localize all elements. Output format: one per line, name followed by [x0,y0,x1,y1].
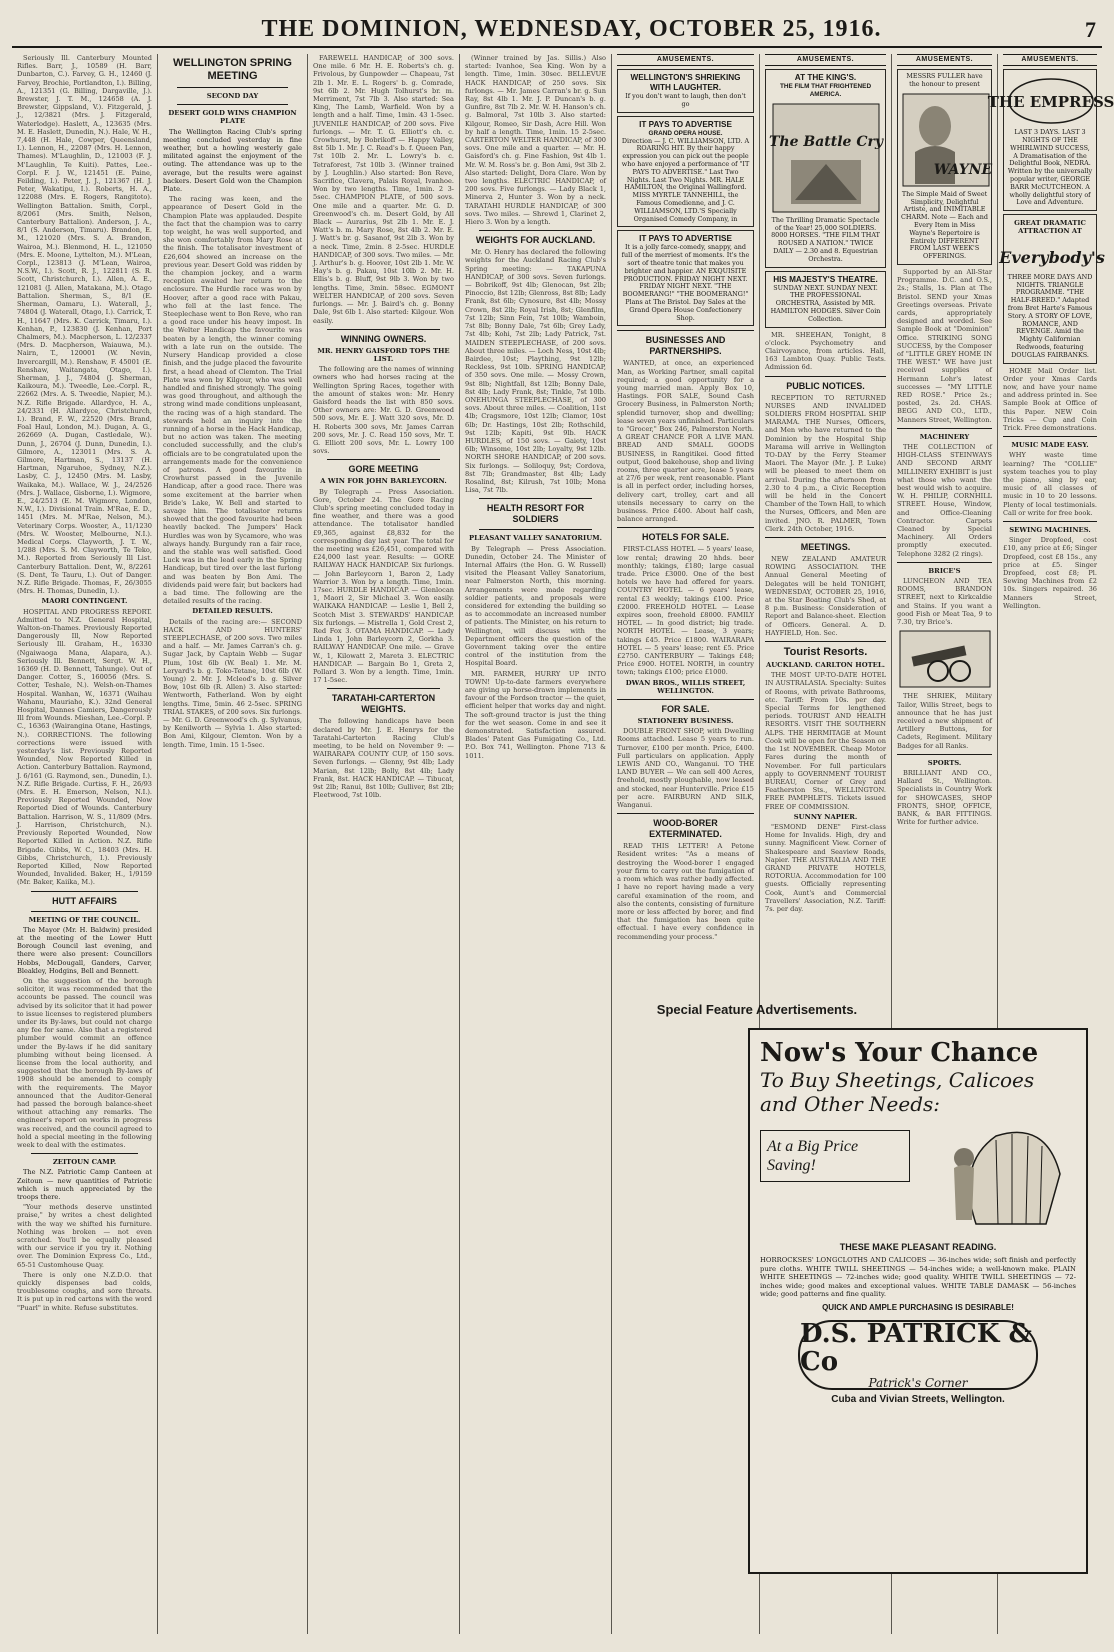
cannon-illustration [898,629,992,689]
ad-empress [987,69,1114,211]
taratahi-heading: TARATAHI-CARTERTON WEIGHTS. [331,693,436,715]
casualty-list: Seriously Ill. Canterbury Mounted Rifles. Barr, J., 10589 (H. Barr, Dunbarton, C.). Farvey, G. H., 12460 (J. Farvey, Brochie, Portlandton, I.). Billing, A., 121351 (G. Billing, Dargaville, J.). Brewster, J. T. M., 124658 (A. J. Brewster, Gippsland, V.). Fitzgerald, J. J., 12/3821 (Mrs. J. Fitzgerald, Waterlodge). Haslett, A., 123635 (Mrs. M. E. Haslett, Dunedin, N.). Hale, W. H., 7,448 (H. Hale, Cowper, Queensland, I.). Lennon, H., 22087 (Mrs. H. Lennon, Thames). M'Laughlin, D., 121003 (F. J. M'Laughlin, Te Kuiti). Pattes, Lee.-Corpl. F. J. W., 121451 (E. Paine, Feilding, I.). Peter, J. J., 121367 (H. J. Peter, Wakatipu, I.). Roberts, H. A., 122088 (Mrs. E. Rogers, Rangitoto). Wellington Battalion. Smith, Corpl., 8/2061 (Mrs. Smith, Nelson, Canterbury Battalion). Anderson, J. A., 8/1 (S. Anderson, Timaru). Brandon, E. M., 121020 (Mrs. S. A. Brandon, Wairoa, M.). Blenmond, H. L., 121050 (Mrs. E. Moone, Lyttelton, M.). M'Lean, Corpl., 123813 (J. M'Lean, Wairoa, N.S.W., I.). Scott, R. J., 122811 (S. R. Scott, Christchurch, I.). Allen, A. E., 121081 (J. Allen, Matakana, M.). Otago Battalion. Sherman, S., 8/1 (E. Sherman, Oamaru, I.). Waterall, J., 74804 (J. Waterall, Otago, I.). Carrick, T. H., 11647 (Mrs. K. Carrick, Timaru, I.). Kenhan, P., 123830 (J. Kenhan, Port Chalmers, M.). Macpherson, L. 12/2337 (Mrs. D. Macpherson, Waiauwa, M.). Nairn, T., 120001 (W. Nevin, Invercargill, M.). Renshaw, F. 45001 (E. Renshaw, Waitangata, Otago, I.). Sherman, J. J., 74804 (J. Sherman, Kaikoura, M.). Tweedle, Lee.-Corpl. R., 22662 (Mrs. A. S. Tweedie, Napier, M.). N.Z. Rifle Brigade. Allardyce, H. A., 24/2331 (H. Allardyce, Christchurch, I.). Brand, F. W., 22520 (Mrs. Brand, Foal Haul, London, M.). Dugan, A. G., 262669 (A. Dugan, Castledale, W.). Dunn, J., 26704 (J. Dunn, Dunedin, I.). Gilmore, A., 123011 (Mrs. S. A. Gilmore, Hartman, S., 13137 (H. Hartman, Ngaruhoe, Sydney, N.Z.). Lasby, C. J., 12450 (Mrs. M. Lasby, Waikaka, M.). Wallace, W. J., 24/2526 (Mrs. J. Wallace, Gisborne, I.). Wigmore, E., 24/2513 (E. M. Wigmore, London, N.W., I.). Divisional Train. M'Rae, E. D., 1451 (Mrs. M. M'Rae, Nelson, M.). Veterinary Corps. Wooster, A., 11/1230 (Mrs. W. Wooster, Melbourne, N.I.). Medical Corps. Clayworth, J. T. W., 1/288 (Mrs. S. M. Clayworth, Te Teko, M.). Reported from Seriously Ill List. Canterbury Battalion. Dent, W., 8/2261 (S. Dent, Te Tauru, I.). Out of Danger. N.Z. Rifle Brigade. Thomas, F., 26/3055 (Mrs. H. Thomas, Dunedin, I.). [17,54,152,596]
ad-body: SUNDAY NEXT. SUNDAY NEXT. THE PROFESSIONAL ORCHESTRA, Assisted by MR. HAMILTON HODGES. Silver Coin Collection. [770,283,881,323]
shoe-text: THE SHRIEK, Military Tailor, Willis Street, begs to announce that he has just received a new shipment of Artillery Buttons, for Cadets, Regiment. Military Badges for all Ranks. [897,692,992,750]
business-heading: BUSINESSES AND PARTNERSHIPS. [645,335,726,357]
hotels-text: FIRST-CLASS HOTEL — 5 years' lease, low rental; drawing 20 hhds. beer monthly; takings, £180; large casual trade. Price £3000. One of the best hotels we have had offered for years. COUNTRY HOTEL — 6 years' lease, rental £3 weekly; takings £100. Price £2000. FREEHOLD HOTEL — Lease expires soon, freehold £8000. FAMILY HOTEL — In good district; big trade. NORTH HOTEL — Lease, 3 years; takings £45. Price £1800. WAIRARAPA HOTEL — 5 years' lease; rent £5. Price £2750. CANTERBURY — Takings £48; Price £900. HOTEL NORTH, in country town; takings £100; price £1000. [617,545,754,677]
handicap-results: FAREWELL HANDICAP, of 300 sovs. One mile. 6 Mr. H. E. Roberts's ch. g. Frivolous, by Gunpowder — Chapeau, 7st 2lb 1. Mr. E. L. Rogers' b. g. Comrade, 9st 6lb 2. Mr. Hugh Tolhurst's br. m. Merriment, 7st 7lb 3. Also started: Sea King, The Lamb, Warfield. Won by a length and a half. Time, 1min. 43 1-5sec. JUVENILE HANDICAP, of 200 sovs. Five furlongs. — Mr. T. G. Elliott's ch. c. Crowhurst, by Bobrikoff — Happy Valley, 8st 5lb 1. Mr. J. C. Read's b. f. Queen Pan, 7st 10lb 2. Mr. L. Lowry's b. c. Tetraforest, 7st 10lb 3. (Winner trained by J. Loughlin.) Also started: Bon Reve, Sacrifice, Clavera, Palais Royal, Ivanhoe. Won by two lengths. Time, 1min. 2 3-5sec. CHAMPION PLATE, of 500 sovs. One mile and a quarter. Mr. G. D. Greenwood's ch. m. Desert Gold, by All Black — Aurarius, 9st 2lb 1. Mr. E. J. Watt's b. m. Mary Rose, 8st 4lb 2. Mr. E. J. Watt's br. g. Sasanof, 9st 2lb 3. Won by a neck. Time, 2min. 8 2-5sec. HURDLE HANDICAP, of 300 sovs. Two miles. — Mr. J. Arthur's b. g. Hoover, 10st 2lb 1. Mr. W. Hay's b. g. Pakau, 10st 10lb 2. Mr. H. Ellis's b. g. Bluff, 9st 9lb 3. Won by two lengths. Time, 3min. 58sec. EGMONT WELTER HANDICAP, of 200 sovs. Seven furlongs. — Mr. J. Baird's ch. g. Bonny Dale, 9st 6lb 1. Also started: Kilgour. Won easily. [313,54,454,325]
everybodys-logo-lettering: Everybody's [999,247,1105,267]
battle-cry-illustration [768,102,883,214]
meetings-heading: MEETINGS. [800,542,851,553]
fullers-text: Supported by an All-Star Programme. D.C. and O.S., 2s.; Stalls, 1s. Plan at The Bristol. SEND your Xmas Greetings overseas. Private cards, appropriately designed and worded. See Sample Book at "Dominion" Office. STRIKING SONG SUCCESS, by the Composer of "LITTLE GREY HOME IN THE WEST." WE have just received supplies of Hermann Lohr's latest successes — "MY LITTLE RED ROSE." Price 2s.; posted, 2s. 2d. CHAS. BEGG AND CO., LTD., Manners Street, Wellington. [897,267,992,424]
column-2 [158,54,308,1634]
music-made-easy-heading: MUSIC MADE EASY. [1011,441,1089,450]
patrick-advertisement [748,1028,1088,1574]
now-headline: Now's Your Chance [760,1038,1039,1068]
ad-title: HIS MAJESTY'S THEATRE. [773,274,878,284]
zeitoun-text: "Your methods deserve unstinted praise," by writes a chest delighted with the way we shifted his furniture. Nothing was broken — not even scratched. You'll be equally pleased with our service if you try it. Nothing over. The Dominion Express Co., Ltd., 65-51 Customhouse Quay. [17,1203,152,1269]
ad-it-pays-1 [617,116,754,228]
special-feature-heading: Special Feature Advertisements. [656,1002,858,1017]
store-address: Cuba and Vivian Streets, Wellington. [831,1393,1005,1405]
to-buy-line: To Buy Sheetings, Calicoes and Other Needs: [760,1068,1035,1116]
maori-contingent-list: HOSPITAL AND PROGRESS REPORT. Admitted to N.Z. General Hospital, Walton-on-Thames. Previously Reported Dangerously Ill, Now Reported Seriously Ill. Graham, H., 16330 (Ngaiwaoga Mana, Alapara, A.). Seriously Ill. Bennett, Sergt. W. H., 16369 (H. D. Bennett, Tahunge). Out of Danger. Cotter, S., 160056 (Mrs. S. Cotter, Teshale, N.). Welsh-on-Thames Hospital. Wanhan, W., 16371 (Waihau Wahanu, Mauriaho, K.). 32nd General Hospital, Dannes Camiers, Dangerously Ill from Wounds. Mieshan, Lee.-Corpl. P. C., 16363 (Wairangina Otane, Hastings, N.). CORRECTIONS. The following corrections were issued with yesterday's list. Previously Reported Wounded, Now Reported Killed in Action. Canterbury Battalion. Raymond, J. 6/161 (G. Raymond, sen., Dunedin, I.). N.Z. Rifle Brigade. Curtiss, F. H., 26/93 (Mrs. E. H. Emerson, Nelson, N.I.). Previously Reported Wounded, Now Reported Died of Wounds. Canterbury Battalion. Harrison, W. S., 11/809 (Mrs. J. Harrison, Christchurch, N.). Previously Reported Wounded, Now Reported Killed in Action. N.Z. Rifle Brigade. Gibbs, W. C., 18403 (Mrs. H. Gibbs, Christchurch, I.). Previously Reported Killed, Now Reported Wounded, Invalided. Baker, H., 1/9159 (Mr. Baker, Kaiika, M.). [17,607,152,887]
detailed-results-heading: DETAILED RESULTS. [192,607,273,616]
hotels-heading: HOTELS FOR SALE. [641,532,729,543]
ad-venue: GRAND OPERA HOUSE. [648,129,723,137]
hutt-affairs-heading: HUTT AFFAIRS [52,895,117,906]
weights-text: Mr. O. Henry has declared the following weights for the Auckland Racing Club's Spring meeting: — TAKAPUNA HANDICAP, of 300 sovs. Seven furlongs. — Bobrikoff, 9st 4lb; Glenocan, 9st 2lb; Pinoccio, 8st 12lb; Glenross, 8st 8lb; Lady Frank, 8st 6lb; Cynosure, 8st 4lb; Mossy Crown, 8st 2lb; Royal Irish, 8st; Glenfilm, 7st 12lb; Sinn Fein, 7st 10lb; Wamboin, 7st 8lb; Bonny Dale, 7st 6lb; Grey Lady, 7st 4lb; Kohi, 7st 2lb; Lady Patrick, 7st. MAIDEN STEEPLECHASE, of 200 sovs. About three miles. — Loch Ness, 10st 4lb; Bairdee, 10st; Plaything, 9st 12lb; Reckless, 9st 10lb. SPRING HANDICAP, of 350 sovs. One mile. — Mossy Crown, 9st 8lb; Nightfall, 8st 12lb; Bonny Dale, 8st 4lb; Lady Frank, 8st; Tinkle, 7st 10lb. ONEHUNGA STEEPLECHASE, of 300 sovs. About three miles. — Coalition, 11st 4lb; Cragsmore, 10st 12lb; Clamor, 10st 6lb; Dr. Hastings, 10st 2lb; Rothschild, 9st 12lb; Kapiti, 9st 9lb. HACK HURDLES, of 150 sovs. — Gaiety, 10st 6lb; Winsome, 10st 2lb; Loyalty, 9st 12lb. NORTH SHORE HANDICAP, of 200 sovs. Six furlongs. — Soliloquy, 9st; Cordova, 8st 7lb; Grandmaster, 8st 4lb; Lady Rosalind, 8st; Kilrush, 7st 10lb; Mona Lisa, 7st 7lb. [465,248,606,495]
divider [897,562,992,563]
amusement-note: MR. SHEEHAN, Tonight, 8 o'clock. Psychometry and Clairvoyance, from articles. Hall, 163 Lambton Quay. Public Tests. Admission 6d. [765,330,886,372]
brices-text: LUNCHEON AND TEA ROOMS, BRANDON STREET, next to Kirkcaldie and Stains. If you want a good Fish or Meat Tea, 9 to 7.30, try Brice's. [897,577,992,627]
divider [479,529,592,530]
sports-text: BRILLIANT AND CO., Hallard St., Wellington. Specialists in Country Work for SHOWCASES, SHOP FRONTS, SHOP, OFFICE, BANK, & BAR FITTINGS. Write for further advice. [897,768,992,827]
column-1 [12,54,158,1634]
public-notices-heading: PUBLIC NOTICES. [786,380,865,391]
zeitoun-paragraph: The N.Z. Patriotic Camp Canteen at Zeitoun — new quantities of Patriotic which is much appreciated by the troops there. [17,1168,152,1202]
divider [177,87,288,88]
sanatorium-subheading: PLEASANT VALLEY SANATORIUM. [468,534,603,543]
sunny-napier-ad: SUNNY NAPIER. [793,812,858,821]
ad-body: THREE MORE DAYS AND NIGHTS. TRIANGLE PROGRAMME. "THE HALF-BREED." Adapted from Bret Harte's Famous Story. A STORY OF LOVE, ROMANCE, AND REVENGE. Amid the Mighty Californian Redwoods, featuring DOUGLAS FAIRBANKS. [1007,272,1093,359]
empress-logo-lettering: THE EMPRESS [987,93,1114,112]
divider [31,1153,138,1154]
divider [897,754,992,755]
harp-illustration [936,1124,1076,1234]
divider [479,498,592,499]
amusements-banner: AMUSEMENTS. [617,54,754,66]
health-text: By Telegraph — Press Association. Dunedin, October 24. The Minister of Internal Affairs (the Hon. G. W. Russell) visited the Pleasant Valley Sanatorium, near Palmerston North, this morning. Arrangements were made regarding soldier patients, and proposals were considered for extending the building so as to accommodate an increased number of patients. The Minister, on his return to Wellington, will discuss with the Department officers the question of the Government taking over the entire control of the institution from the Hospital Board. [465,544,606,668]
amusements-banner: AMUSEMENTS. [1003,54,1097,66]
council-text: On the suggestion of the borough solicitor, it was recommended that the accounts be passed. The council was advised by its solicitor that it had power to issue licenses to registered plumbers under its By-laws, but could not charge any fee for same. Also that a registered plumber would commit an offence under the By-laws if he did sanitary plumbing without being licensed. A license from the local authority, and suggested that the borough By-laws of 1908 should be amended to comply with the requirements. The Mayor announced that the Auditor-General had passed the borough balance-sheet without attaching any remarks. The engineer's report on works in progress was received, and the council agreed to hold a special meeting in the following week to deal with the estimates. [17,976,152,1149]
amusements-banner: AMUSEMENTS. [765,54,886,66]
meetings-text: NEW ZEALAND AMATEUR ROWING ASSOCIATION. THE Annual General Meeting of Delegates will be held TONIGHT, WEDNESDAY, OCTOBER 25, 1916, at the Star Boating Club's Shed, at 8 p.m. Business: Consideration of Report and Balance-sheet. Election of Officers. General. A. D. HAYFIELD, Hon. Sec. [765,555,886,637]
dwan-bros: DWAN BROS., WILLIS STREET, WELLINGTON. [625,678,746,695]
ad-title: IT PAYS TO ADVERTISE [639,119,732,129]
maori-contingent-heading: MAORI CONTINGENT. [41,597,128,606]
quick-purchasing-line: QUICK AND AMPLE PURCHASING IS DESIRABLE! [822,1302,1014,1312]
results-text: Details of the racing are:— SECOND HACK AND HUNTERS' STEEPLECHASE, of 200 sovs. Two miles and a half. — Mr. James Carran's ch. g. Sugar Jack, by Captain Webb — Sugar Plum, 10st 6lb (W. Beal) 1. Mr. M. Leryard's b. g. Toko-Tetane, 10st 6lb (W. Young) 2. Mr. J. Mcleod's b. g. Silver Bow, 10st 6lb (R. Allen) 3. Also started: Wentworth, Fatherland. Won by eight lengths. Time, 5min. 46 2-5sec. SPRING TRIAL STAKES, of 200 sovs. Six furlongs. — Mr. G. D. Greenwood's ch. g. Sylvanus, by Kenilworth — Sylvia 1. Also started: Bon Ami, Kilgour, Clemton. Won by a length. Time, 1min. 15 1-5sec. [163,617,302,749]
ad-fullers [897,69,992,265]
weights-auckland-heading: WEIGHTS FOR AUCKLAND. [475,235,596,246]
divider [1003,436,1097,437]
ad-body: The Simple Maid of Sweet Simplicity, Delightful Artiste, and INIMITABLE CHARM. Note — Each and Every Item in Miss Wayne's Repertoire is Entirely DIFFERENT FROM LAST WEEK'S OFFERINGS. [901,189,988,261]
divider [617,330,754,331]
amusements-banner: AMUSEMENTS. [897,54,992,66]
racing-report: The racing was keen, and the appearance of Desert Gold in the Champion Plate was applauded. Despite the fact that the champion was to carry top weight, he was well supported, and she won comfortably from Mary Rose at the finish. The totalisator investment of £26,604 showed an increase on the previous year. Desert Gold was ridden by the champion jockey, and a warm reception awaited her return to the enclosure. The Hurdle race was won by Hoover, after a good race with Pakau, who fell at the last fence. The Steeplechase went to Bon Reve, who ran a good race under his heavy impost. In the Welter Handicap the favourite was beaten by a length, the winner coming with a late run on the outside. The Nursery Handicap provided a close finish, and the judge placed the favourite first, a head ahead of Clemton. The Trial Plate was won by Kilgour, who was well handled and finished strongly. The going was good throughout, and although the strong wind made conditions unpleasant, the racing was of a high standard. The stewards held an inquiry into the running of a horse in the Hack Handicap, but no action was taken. The meeting concluded successfully, and the club's officials are to be congratulated upon the arrangements made for the convenience of patrons. A good favourite in Crowhurst passed in the Juvenile Handicap, after a good race. There was some excitement at the barrier when Bride's Lake, W. Bell and started to savage him. The totalisator returns showed that the good favourite had been heavily backed. The Jumpers' Hack Hurdles was won by Sycamore, who was always handy. Burgundy ran a fair race, and the stable was well satisfied. Good Luck was in the lead early in the Spring Handicap, but tired over the last furlong and was beaten by Bon Ami. The dividends paid were fair, but backers had a bad time. The following are the detailed results of the racing. [163,195,302,606]
sports-heading: SPORTS. [927,758,962,767]
ad-body: If you don't want to laugh, then don't go [625,92,746,108]
ad-body: Direction — J. C. WILLIAMSON, LTD. A ROARING HIT. By their happy expression you can pick out the people who have enjoyed a performance of "IT PAYS TO ADVERTISE." Last Two Nights. Last Two Nights. MR. HALE HAMILTON, the Original Wallingford. MISS MYRTLE TANNEHILL, the Famous Comedienne, and J. C. WILLIAMSON, LTD.'S Specially Organised Comedy Company, in [621,136,750,223]
pleasant-reading-line: THESE MAKE PLEASANT READING. [839,1242,997,1252]
ad-everybodys [999,214,1105,363]
ds-patrick-logo [798,1320,1038,1390]
divider [327,329,440,330]
ad-title: IT PAYS TO ADVERTISE [639,234,732,244]
ad-it-pays-2 [617,230,754,326]
ad-body: LAST 3 DAYS. LAST 3 NIGHTS OF THE WHIRLWIND SUCCESS, A Dramatisation of the Delightful Book, NEDRA. Written by the universally popular writer, GEORGE BARR McCUTCHEON. A wholly delightful story of Love and Adventure. [1007,128,1093,207]
winning-owners-heading: WINNING OWNERS. [340,333,427,344]
masthead-title: THE DOMINION, WEDNESDAY, OCTOBER 25, 1916. [261,16,882,42]
stationery-heading: STATIONERY BUSINESS. [637,717,734,726]
gore-subheading: A WIN FOR JOHN BARLEYCORN. [320,477,447,486]
ad-title: WELLINGTON'S SHRIEKING WITH LAUGHTER. [630,73,741,93]
tourist-resorts-heading: Tourist Resorts. [783,646,868,659]
letter-text: MR. FARMER, HURRY UP INTO TOWN! Up-to-date farmers everywhere are giving up horse-drawn implements in favour of the Fordson tractor — the quiet, efficient helper that works day and night. The soft-ground tractor is just the thing for the wet season. Come in and see it demonstrated. Satisfaction assured. Blades' Patent Gas Fumigating Co., Ltd. P.O. Box 741, Wellington. Phone 713 & 1011. [465,669,606,760]
business-text: WANTED, at once, an experienced Man, as Working Partner, small capital required; a good opportunity for a young married man. Apply Box 10, Hastings. FOR SALE, Sound Cash Grocery Business, in Palmerston North; splendid turnover, shop and dwelling; lease seven years unfinished. Particulars to "Grocer," Box 246, Palmerston North. A GREAT CHANCE FOR A LIVE MAN. BREAD AND SMALL GOODS BUSINESS, in Rangitikei. Good fitted output, Good bakehouse, shop and living rooms, three quarter acre, lease 5 years at 27/6 per week, rent reasonable. Plant is all in perfect order, including horses, delivery cart, trolley, cart and all utensils necessary to carry on the business. Price £400. About half cash, balance arranged. [617,359,754,524]
machinery-heading: MACHINERY [919,432,970,441]
ad-wellington-laughter [617,69,754,113]
public-notices-text: RECEPTION TO RETURNED NURSES AND INVALIDED SOLDIERS FROM HOSPITAL SHIP MARAMA. THE Nurses, Officers, and Men who have returned to the Dominion by the Hospital Ship Marama will arrive in Wellington TO-DAY by the Ferry Steamer Maori. The Mayor (Mr. J. P. Luke) will be pleased to meet them on arrival. During the afternoon from 2.30 to 4 p.m., a Civic Reception will be held in the Concert Chamber of the Town Hall, to which the Nurses, Officers, and Men are invited. JNO. R. PALMER, Town Clerk. 24th October, 1916. [765,393,886,533]
divider [327,688,440,689]
champion-plate-subheading: DESERT GOLD WINS CHAMPION PLATE [168,109,297,126]
for-sale-heading: FOR SALE. [661,704,710,715]
ad-body: It is a jolly farce-comedy, snappy, and full of the merriest of moments. It's the sort of theatre tonic that makes you brighter and happier. AN EXQUISITE PRODUCTION. FRIDAY NIGHT NEXT. FRIDAY NIGHT NEXT. "THE BOOMERANG!" "THE BOOMERANG!" Plans at The Bristol. Day Sales at the Grand Opera House Confectionery Shop. [621,243,750,322]
stationery-text: DOUBLE FRONT SHOP, with Dwelling Rooms attached. Lease 5 years to run. Turnover, £100 per month. Price, £400. Full particulars on application. Apply LEWIS AND CO., Wanganui. TO THE LAND BUYER — We can sell 400 Acres, freehold, mostly ploughable, now leased and stocked, near Hunterville. Price £15 per acre. FAIRBURN AND SILK, Wanganui. [617,727,754,810]
divider [617,699,754,700]
divider [479,230,592,231]
wood-borer-heading: WOOD-BORER EXTERMINATED. [649,818,722,840]
divider [765,641,886,642]
sewing-text: Singer Dropfeed, cost £10, any price at £6; Singer Dropfeed, cost £8 15s., any price at £5. Singer Dropfeed, cost £8; Pl. Sewing Machines from £2 10s. Singers repaired. 36 Manners Street, Wellington. [1003,536,1097,610]
price-row [760,1124,1076,1234]
ad-kings-theatre [765,69,886,267]
masthead [12,14,1102,48]
wayne-portrait [901,92,991,188]
divider [765,376,886,377]
ad-subtitle: THE FILM THAT FRIGHTENED AMERICA. [779,83,872,98]
product-list: HORROCKSES' LONGCLOTHS AND CALICOES — 36-inches wide; soft finish and perfectly pure cloths. WHITE TWILL SHEETINGS — 54-inches wide; a well-known make. PLAIN WHITE SHEETINGS — 72-inches wide; good quality. WHITE TWILL SHEETINGS — 72-inches wide; good makes and exceptional values. WHITE TABLE DAMASK — 56-inches wide; good patterns and fine quality. [760,1256,1076,1299]
divider [1003,521,1097,522]
battle-cry-lettering: The Battle Cry [768,133,883,150]
health-resort-heading: HEALTH RESORT FOR SOLDIERS [486,503,585,525]
gore-text: By Telegraph — Press Association. Gore, October 24. The Gore Racing Club's spring meeting concluded today in fine weather, and there was a good attendance. The totalisator handled £9,365, against £8,832 for the corresponding day last year. The total for the meeting was £26,451, compared with £24,000 last year. Results: — GORE RAILWAY HACK HANDICAP. Six furlongs. — John Barleycorn 1, Baron 2, Lady Warrior 3. Won by a length. Time, 1min. 17sec. HURDLE HANDICAP. — Glenlocan 1, Maori 2, Sir Michael 3. Won easily. WAIKAKA HANDICAP. — Leslie 1, Bell 2, Scotch Mist 3. STEWARDS' HANDICAP. Six furlongs. — Mistrella 1, Gold Crest 2, Red Fox 3. OTAMA HANDICAP. — Lady Linda 1, John Barleycorn 2, Gorkha 3. RAILWAY HANDICAP. One mile. — Grave W., 1, Kilowatt 2, Mareta 3. ELECTRIC HANDICAP. — Bargain Bo 1, Greta 2, Pollard 3. Won by a length. Time, 1min. 17 1-5sec. [313,487,454,685]
napier-text: "ESMOND DENE" First-class Home for Invalids. High, dry and sunny. Magnificent View. Corner of Shakespeare and Seaview Roads, Napier. THE AUSTRALIA AND THE GRAND PRIVATE HOTELS, ROTORUA. Accommodation for 100 guests. Officially representing Cook, Aunt's and Commercial Travellers' Association, N.Z. Tariff: 7s. per day. [765,822,886,913]
everybodys-logo [999,239,1105,271]
winning-owners-subheading: MR. HENRY GAISFORD TOPS THE LIST. [317,346,450,363]
logo-name: D.S. PATRICK & Co [800,1318,1032,1377]
divider [31,891,138,892]
ad-his-majestys [765,271,886,328]
taratahi-text: The following handicaps have been declared by Mr. J. E. Henrys for the Taratahi-Carterton Racing Club's meeting, to be held on November 9: — WAIRARAPA COUNTY CUP, of 150 sovs. Seven furlongs. — Glenny, 9st 4lb; Lady Marian, 8st 12lb; Bolly, 8st 4lb; Lady Frank, 8st. HACK HANDICAP. — Tibucat, 9st 2lb; Ranui, 8st 10lb; Gulliver, 8st 2lb; Fleetwood, 7st 10lb. [313,717,454,800]
price-saving-box: At a Big Price Saving! [760,1130,910,1182]
ad-title: AT THE KING'S. [794,73,857,83]
divider [765,537,886,538]
racing-heading: WELLINGTON SPRING MEETING [173,57,292,82]
divider [897,428,992,429]
machinery-text: THE COLLECTION of HIGH-CLASS STEINWAYS AND SECOND ARMY MILLINERY EXHIBIT is just what those who want the best would wish to acquire. W. H. PHILIP, CORNHILL STREET. House, Window, and Office-Cleaning Contractor. Carpets Cleaned by Special Machinery. All Orders promptly executed. Telephone 3282 (2 rings). [897,443,992,558]
music-text: WHY waste time learning? The "COLLIE" system teaches you to play the piano, sing by ear, music of all classes of music in 10 to 20 lessons. Plenty of local testimonials. Call or write for free book. [1003,451,1097,517]
ad-body: The Thrilling Dramatic Spectacle of the Year! 25,000 SOLDIERS. 8000 HORSES. "THE FILM THAT ROUSED A NATION." TWICE DAILY — 2.30 and 8. Equestrian Orchestra. [771,215,880,263]
carlton-hotel-ad: AUCKLAND. CARLTON HOTEL. [765,661,885,670]
meeting-subheading: MEETING OF THE COUNCIL. [28,915,141,924]
divider [617,813,754,814]
winning-owners-text: The following are the names of winning owners who had horses racing at the Wellington Spring Races, together with the amount of stakes won: Mr. Henry Gaisford heads the list with 850 sovs. Other owners are: Mr. G. D. Greenwood 500 sovs, Mr. E. J. Watt 320 sovs, Mr. D. H. Roberts 300 sovs, Mr. James Carran 200 sovs, Mr. J. C. Read 150 sovs, Mr. T. G. Elliott 200 sovs, Mr. L. Lowry 100 sovs. [313,365,454,456]
page-number: 7 [1085,17,1096,42]
wood-borer-text: READ THIS LETTER! A Petone Resident writes: "As a means of destroying the Wood-borer I engaged your firm to carry out the fumigation of a room which was rather badly affected. I have no report having made a very careful examination of the room, and also the contents, consisting of furniture more or less affected by borer, and find that the fumigation has been quite effectual. I have every confidence in recommending your process." [617,842,754,941]
empress-logo [987,76,1114,126]
column-3 [308,54,460,1634]
zeitoun-heading: ZEITOUN CAMP. [52,1158,117,1167]
hack-results: (Winner trained by Jas. Sillis.) Also started: Ivanhoe, Sea King. Won by a length. Time, 1min. 30sec. BELLEVUE HACK HANDICAP, of 250 sovs. Six furlongs. — Mr. James Carran's br. g. Sun Ray, 8st 4lb 1. Mr. J. P. Duncan's b. g. Gunfire, 8st 7lb 2. Mr. W. H. Hanson's ch. g. Balmoral, 7st 10lb 3. Also started: Kilgour, Romeo, Sir Dash, Acre Hill. Won by half a length. Time, 1min. 15 2-5sec. CARTERTON WELTER HANDICAP, of 300 sovs. One mile and a quarter. — Mr. H. Gaisford's ch. g. Fine Fashion, 9st 4lb 1. Mr. W. M. Ross's br. g. Bon Ami, 9st 3lb 2. Also started: Delight, Dora Clare. Won by two lengths. ELECTRIC HANDICAP, of 200 sovs. Five furlongs. — Lady Black 1, Minerva 2, Hunter 3. Won by a neck. TARATAHI HURDLE HANDICAP, of 300 sovs. Two miles. — Shrewd 1, Clarinet 2, Hiero 3. Won by a length. [465,54,606,227]
sewing-machines-heading: SEWING MACHINES. [1009,525,1091,534]
divider [177,104,288,105]
second-day-heading: SECOND DAY [206,92,259,100]
tourist-text: THE MOST UP-TO-DATE HOTEL IN AUSTRALASIA. Specialty: Suites of Rooms, with private Bathrooms, etc. Tariff: From 10s. per day. Special Terms for lengthened periods. TOURIST AND HEALTH RESORTS. VISIT THE SOUTHERN ALPS. THE HERMITAGE at Mount Cook will be open for the Season on the 1st NOVEMBER. Cheap Motor Fares during the month of November. For full particulars apply to GOVERNMENT TOURIST BUREAU, Corner of Grey and Featherston Sts., WELLINGTON. FREE PAMPHLETS. Tickets issued FREE OF COMMISSION. [765,671,886,811]
ad-small: There is only one N.Z.D.O. that quickly dispenses bad colds, troublesome coughs, and sore throats. It is put up in red cartons with the word "Puarl" in white. Refuse substitutes. [17,1270,152,1312]
logo-tagline: Patrick's Corner [868,1375,968,1390]
council-paragraph: The Mayor (Mr. H. Baldwin) presided at the meeting of the Lower Hutt Borough Council last evening, and there were also present: Councillors Hobbs, McDougall, Ganders, Carver, Bleakley, Hodgins, Bell and Bennett. [17,925,152,975]
racing-intro: The Wellington Racing Club's spring meeting concluded yesterday in fine weather, but a howling westerly gale militated against the enjoyment of the outing. The attendance was up to the average, but the results were against backers. Desert Gold won the Champion Plate. [163,127,302,194]
gore-meeting-heading: GORE MEETING [348,464,419,475]
wayne-lettering: WAYNE [933,161,993,178]
brices-heading: BRICE'S [928,566,961,575]
divider [617,527,754,528]
ad-intro: MESSRS FULLER have the honour to present [906,72,983,88]
piano-text: HOME Mail Order list. Order your Xmas Cards now, and have your name and address printed in. See Sample Book at Office of this Paper. NEW Coin Tricks — Cup and Coin Trick. Free demonstrations. [1003,366,1097,432]
divider [31,911,138,912]
column-5 [612,54,760,1634]
divider [327,459,440,460]
great-attraction: GREAT DRAMATIC ATTRACTION AT [1014,219,1086,235]
column-4 [460,54,612,1634]
